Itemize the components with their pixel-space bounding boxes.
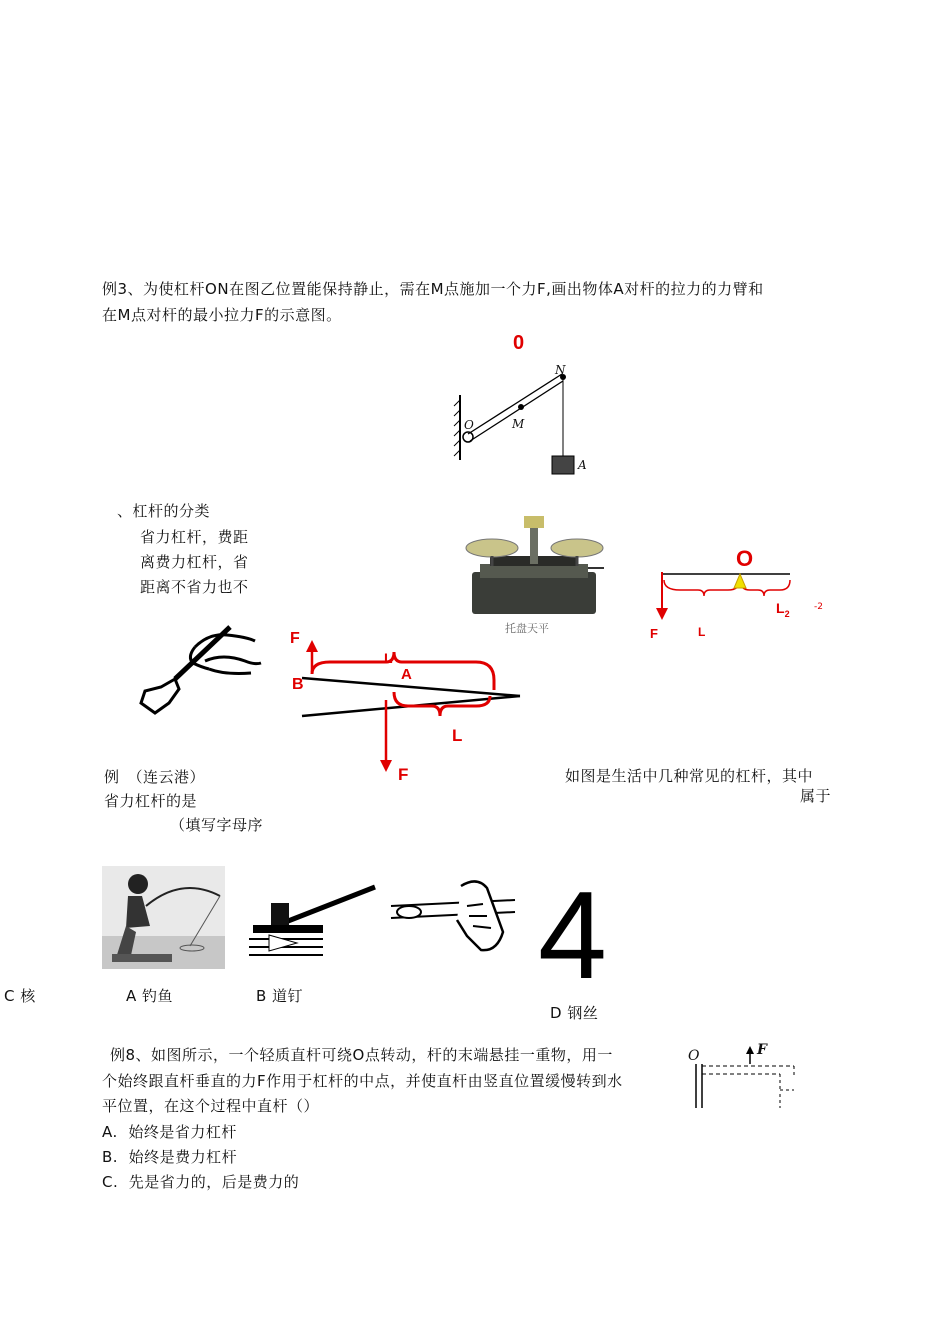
tweezers-force-diagram: [290, 630, 530, 784]
tweezers-length-top-label: L: [384, 650, 393, 666]
balance-scale-image: [462, 512, 607, 617]
example3-line1: 例3、为使杠杆ON在图乙位置能保持静止，需在M点施加一个力F,画出物体A对杆的拉力的力臂和: [102, 280, 764, 298]
tweezers-point-a-label: A: [401, 666, 412, 683]
classification-heading: 、杠杆的分类: [117, 502, 211, 520]
example-levers-left-2: 省力杠杆的是: [104, 792, 198, 810]
example8-f-label: F: [757, 1042, 767, 1058]
example-levers-right-2: 属于: [800, 787, 832, 805]
large-number-four: 4: [538, 867, 607, 1005]
example3-line2: 在M点对杆的最小拉力F的示意图。: [102, 306, 342, 324]
example8-line3: 平位置，在这个过程中直杆（）: [102, 1097, 320, 1115]
point-n-label: N: [555, 363, 566, 377]
point-o-label: O: [464, 418, 474, 432]
caption-d: D 钢丝: [550, 1004, 599, 1022]
lever-arm-diagram: [650, 550, 800, 640]
caption-c: C 核: [4, 987, 36, 1005]
option-a-text: 始终是省力杠杆: [128, 1123, 237, 1141]
fishing-image: [102, 866, 225, 969]
example-levers-left-3: （填写字母序: [170, 816, 264, 834]
option-b[interactable]: [102, 1145, 237, 1169]
tweezers-length-bottom-label: L: [452, 726, 463, 745]
classification-line-2: 离费力杠杆，省: [140, 553, 249, 571]
option-c-key: C.: [102, 1173, 119, 1191]
crowbar-spike-image: [247, 883, 377, 965]
block-a-label: A: [578, 458, 587, 472]
example8-line1: 例8、如图所示，一个轻质直杆可绕O点转动，杆的末端悬挂一重物，用一: [110, 1046, 613, 1064]
superscript-mark: -2: [814, 602, 823, 612]
caption-a: A 钓鱼: [126, 987, 174, 1005]
example8-o-label: O: [688, 1048, 700, 1064]
option-c[interactable]: [102, 1170, 299, 1194]
lever-force-label: F: [650, 626, 658, 641]
option-b-key: B.: [102, 1148, 119, 1166]
example-levers-left-1: 例 （连云港）: [104, 768, 206, 786]
example8-line2: 个始终跟直杆垂直的力F作用于杠杆的中点，并使直杆由竖直位置缓慢转到水: [102, 1072, 623, 1090]
option-c-text: 先是省力的，后是费力的: [128, 1173, 300, 1191]
tweezers-force-bottom-label: F: [398, 765, 409, 784]
lever-length-label: L: [698, 625, 706, 639]
option-a-key: A.: [102, 1123, 118, 1141]
fulcrum-o-label: O: [736, 546, 754, 571]
tweezers-force-top-label: F: [290, 630, 300, 647]
l2-subscript: 2: [784, 608, 790, 619]
tweezers-point-b-label: B: [292, 676, 304, 693]
l2-letter: L: [776, 600, 785, 616]
classification-line-1: 省力杠杆，费距: [140, 528, 249, 546]
option-b-text: 始终是费力杠杆: [128, 1148, 238, 1166]
example-levers-right-1: 如图是生活中几种常见的杠杆，其中: [565, 767, 814, 785]
balance-caption: 托盘天平: [505, 622, 549, 635]
chopsticks-hand-image: [387, 876, 517, 958]
shovel-hand-image: [135, 617, 265, 717]
point-m-label: M: [512, 417, 525, 431]
l2-label: [776, 600, 790, 619]
example8-rod-figure: [688, 1046, 808, 1112]
caption-b: B 道钉: [256, 987, 304, 1005]
option-a[interactable]: [102, 1120, 237, 1144]
figure-top-label: 0: [513, 332, 525, 354]
classification-line-3: 距离不省力也不: [140, 578, 249, 596]
